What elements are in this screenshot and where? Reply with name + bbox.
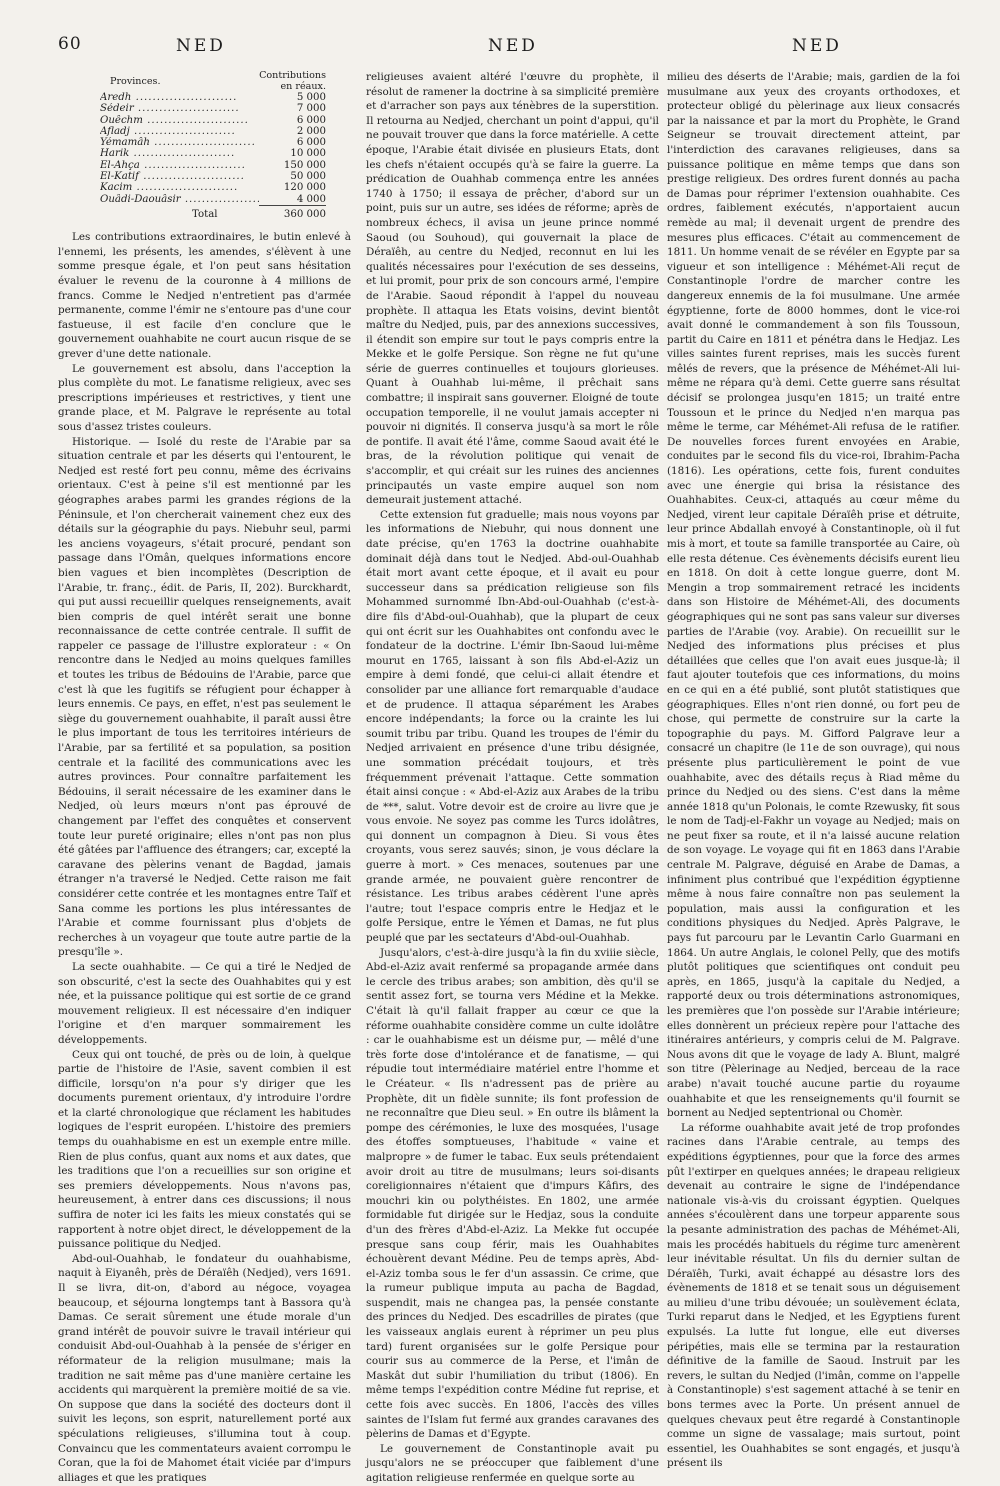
headword-right: NED	[792, 36, 842, 56]
col-header-contributions: Contributions en réaux.	[259, 70, 326, 92]
paragraph: Les contributions extraordinaires, le butin enlevé à l'ennemi, les présents, les amendes, s'élèvent à une somme presque égale, et l'on peut sans hésitation évaluer le revenu de la couronne à 4 millions de francs. Comme le Nedjed n'entretient pas d'armée permanente, comme l'émir ne s'entoure pas d'une cour fastueuse, il est facile d'en conclure que le gouvernement ouahhabite ne court aucun risque de se grever d'une dette nationale.	[58, 231, 351, 361]
table-row	[100, 115, 326, 126]
province-name: Yémamâh .....	[100, 137, 259, 148]
paragraph: Jusqu'alors, c'est-à-dire jusqu'à la fin du xviiie siècle, Abd-el-Aziz avait renfermé sa propagande armée dans le cercle des tribus arabes; son ambition, dès qu'il se sentit assez fort, se tourna vers Médine et la Mekke. C'était là qu'il fallait frapper au cœur ce que la réforme ouahhabite considère comme un culte idolâtre : car le ouahhabisme est un déisme pur, — mêlé d'une très forte dose d'intolérance et de fanatisme, — qui répudie tout intermédiaire matériel entre l'homme et le Créateur. « Ils n'adressent pas de prière au Prophète, dit un fidèle sunnite; ils font profession de ne reconnaître que Dieu seul. » En outre ils blâment la pompe des cérémonies, le luxe des mosquées, l'usage des étoffes somptueuses, l'habitude « vaine et malpropre » de fumer le tabac. Eux seuls prétendaient avoir droit au titre de musulmans; leurs soi-disants coreligionnaires n'étaient que d'impurs Kâfirs, des mouchri kin ou polythéistes. En 1802, une armée formidable fut dirigée sur le Hedjaz, sous la conduite d'un des frères d'Abd-el-Aziz. La Mekke fut occupée presque sans coup férir, mais les Ouahhabites échouèrent devant Médine. Peu de temps après, Abd-el-Aziz tomba sous le fer d'un assassin. Ce crime, que la rumeur publique imputa au pacha de Bagdad, suspendit, mais ne changea pas, la pensée constante des princes du Nedjed. Des escadrilles de pirates (que les vaisseaux anglais eurent à réprimer un peu plus tard) furent organisées sur le golfe Persique pour courir sus au commerce de la Perse, et l'imân de Maskât dut subir l'humiliation du tribut (1806). En même temps l'expédition contre Médine fut reprise, et cette fois avec succès. En 1806, l'accès des villes saintes de l'Islam fut fermé aux grandes caravanes des pèlerins de Damas et d'Egypte.	[366, 946, 659, 1441]
table-row	[100, 148, 326, 159]
total-label: Total	[192, 208, 218, 220]
table-row	[100, 137, 326, 148]
paragraph: Ceux qui ont touché, de près ou de loin, à quelque partie de l'histoire de l'Asie, savent combien il est difficile, lorsqu'on n'a pour s'y diriger que les documents purement orientaux, d'y introduire l'ordre et la clarté chronologique que réclament les habitudes logiques de l'esprit européen. L'histoire des premiers temps du ouahhabisme en est un exemple entre mille. Rien de plus confus, quant aux noms et aux dates, que les traditions que l'on a recueillies sur son origine et ses premiers développements. Nous n'avons pas, heureusement, à entrer dans ces discussions; il nous suffira de noter ici les faits les mieux constatés qui se rapportent à notre objet direct, le développement de la puissance politique du Nedjed.	[58, 1048, 351, 1251]
column-2-paragraphs	[366, 70, 659, 1486]
province-name: Aredh .....	[100, 92, 259, 103]
paragraph: milieu des déserts de l'Arabie; mais, gardien de la foi musulmane aux yeux des croyants orthodoxes, et protecteur obligé du pèlerinage aux lieux consacrés par la naissance et par la mort du Prophète, le Grand Seigneur se trouvait directement atteint, par l'interdiction des caravanes religieuses, dans sa puissance politique en même temps que dans son prestige religieux. Des ordres furent donnés au pacha de Damas pour réprimer l'extension ouahhabite. Ces ordres, faiblement exécutés, n'apportaient aucun remède au mal; il devenait urgent de prendre des mesures plus efficaces. C'était au commencement de 1811. Un homme venait de se révéler en Egypte par sa vigueur et son intelligence : Méhémet-Ali reçut de Constantinople l'ordre de marcher contre les dangereux ennemis de la foi musulmane. Une armée égyptienne, forte de 8000 hommes, dont le vice-roi avait donné le commandement à son fils Toussoun, partit du Caire en 1811 et pénétra dans le Hedjaz. Les villes saintes furent reprises, mais les succès furent mêlés de revers, que la présence de Méhémet-Ali lui-même ne répara qu'à demi. Cette guerre sans résultat décisif se prolongea jusqu'en 1815; un traité entre Toussoun et le prince du Nedjed n'en marqua pas même le terme, car Méhémet-Ali refusa de le ratifier. De nouvelles forces furent envoyées en Arabie, conduites par le second fils du vice-roi, Ibrahim-Pacha (1816). Les opérations, cette fois, furent conduites avec une énergie qui brisa la résistance des Ouahhabites. Ceux-ci, attaqués au cœur même du Nedjed, virent leur capitale Déraïêh prise et détruite, leur prince Abdallah envoyé à Constantinople, où il fut mis à mort, et toute sa famille transportée au Caire, où elle resta détenue. Ces évènements décisifs eurent lieu en 1818. On doit à cette longue guerre, dont M. Mengin a trop sommairement retracé les incidents dans son Histoire de Méhémet-Ali, des documents géographiques qui ne sont pas sans valeur sur diverses parties de l'Arabie (voy. Arabie). On recueillit sur le Nedjed des informations plus précises et plus détaillées que celles que l'on avait eues jusque-là; il faut ajouter toutefois que ces informations, du moins en ce qui en a été publié, sont plutôt statistiques que géographiques. Elles n'ont rien donné, ou fort peu de chose, qui permette de construire sur la carte la topographie du pays. M. Gifford Palgrave leur a consacré un chapitre (le 11e de son ouvrage), qui nous présente plus particulièrement le point de vue ouahhabite, avec des détails reçus à Riad même du prince du Nedjed ou des siens. C'est dans la même année 1818 qu'un Polonais, le comte Rzewusky, fit sous le nom de Tadj-el-Fakhr un voyage au Nedjed; mais on ne peut fixer sa route, et il n'a laissé aucune relation de son voyage. Le voyage qui fit en 1863 dans l'Arabie centrale M. Palgrave, déguisé en Arabe de Damas, a infiniment plus contribué que l'expédition égyptienne même à nous faire connaître non pas seulement la population, mais aussi la configuration et les conditions physiques du Nedjed. Après Palgrave, le pays fut parcouru par le Levantin Carlo Guarmani en 1864. Un autre Anglais, le colonel Pelly, que des motifs plutôt politiques que scientifiques ont conduit peu après, en 1865, jusqu'à la capitale du Nedjed, a rapporté deux ou trois déterminations astronomiques, les premières que l'on possède sur l'Arabie intérieure; elles donnèrent un précieux repère pour l'attache des itinéraires antérieurs, y compris celui de M. Palgrave. Nous avons dit que le voyage de lady A. Blunt, malgré son titre (Pèlerinage au Nedjed, berceau de la race arabe) n'avait touché aucune partie du royaume ouahhabite et que les renseignements qu'il fournit se bornent au Nedjed septentrional ou Chomèr.	[667, 71, 960, 1120]
text-column-3	[667, 70, 960, 1471]
table-row	[100, 194, 326, 206]
col-header-provinces: Provinces.	[110, 75, 161, 87]
paragraph: La secte ouahhabite. — Ce qui a tiré le Nedjed de son obscurité, c'est la secte des Ouahhabites qui y est née, et la puissance politique qui est sortie de ce grand mouvement religieux. Il est nécessaire d'en indiquer l'origine et d'en marquer sommairement les développements.	[58, 960, 351, 1046]
table-row	[100, 126, 326, 137]
column-1-paragraphs	[58, 230, 351, 1485]
paragraph: Historique. — Isolé du reste de l'Arabie par sa situation centrale et par les déserts qui l'entourent, le Nedjed est resté fort peu connu, même des écrivains orientaux. C'est à peine s'il est mentionné par les géographes arabes parmi les grandes régions de la Péninsule, et l'on chercherait vainement chez eux des détails sur la géographie du pays. Niebuhr seul, parmi les anciens voyageurs, s'était procuré, pendant son passage dans l'Omân, quelques informations encore bien vagues et bien incomplètes (Description de l'Arabie, tr. franç., édit. de Paris, II, 202). Burckhardt, qui put aussi recueillir quelques renseignements, avait bien compris de quel intérêt serait une bonne reconnaissance de cette contrée centrale. Il suffit de rappeler ce passage de l'illustre explorateur : « On rencontre dans le Nedjed au moins quelques familles et toutes les tribus de Bédouins de l'Arabie, parce que c'est là que les fugitifs se réfugient pour échapper à leurs ennemis. Ce pays, en effet, n'est pas seulement le siège du gouvernement ouahhabite, il paraît aussi être le plus important de tous les territoires intérieurs de l'Arabie, par sa fertilité et sa population, sa position centrale et la facilité des communications avec les autres provinces. Pour connaître parfaitement les Bédouins, il serait nécessaire de les examiner dans le Nedjed, où leurs mœurs n'ont pas éprouvé de changement par l'effet des conquêtes et conservent toute leur pureté originaire; elles n'ont pas non plus été gâtées par l'affluence des étrangers; car, excepté la caravane des pèlerins venant de Bagdad, jamais étranger n'a traversé le Nedjed. Cette raison me fait considérer cette contrée et les montagnes entre Taïf et Sana comme les portions les plus intéressantes de l'Arabie et comme fournissant plus d'objets de recherches à un voyageur que toute autre partie de la presqu'île ».	[58, 435, 351, 959]
contribution-value: 4 000	[296, 193, 326, 205]
total-value: 360 000	[259, 205, 326, 220]
column-3-paragraphs	[667, 70, 960, 1471]
table-row	[100, 103, 326, 114]
headword-center: NED	[488, 36, 538, 56]
table-row	[100, 92, 326, 103]
contribution-value: 120 000	[283, 182, 326, 194]
province-name: Ouâdi-Daouâsir .....	[100, 194, 259, 206]
text-column-2	[366, 70, 659, 1486]
province-name: Kacim .....	[100, 182, 259, 193]
paragraph: Abd-oul-Ouahhab, le fondateur du ouahhabisme, naquit à Eiyanêh, près de Déraïêh (Nedjed), vers 1691. Il se livra, dit-on, d'abord au négoce, voyagea beaucoup, et séjourna longtemps tant à Bassora qu'à Damas. Ce serait sûrement une étude morale d'un grand intérêt de pouvoir suivre le travail intérieur qui conduisit Abd-oul-Ouahhab à la pensée de s'ériger en réformateur de la religion musulmane; mais la tradition ne sait même pas d'une manière certaine les accidents qui marquèrent la première moitié de sa vie. On suppose que dans la société des docteurs dont il suivit les leçons, son esprit, naturellement porté aux spéculations religieuses, s'illumina tout à coup. Convaincu que les commentateurs avaient corrompu le Coran, que la foi de Mahomet était viciée par d'impurs alliages et que les pratiques	[58, 1252, 351, 1484]
paragraph: Le gouvernement de Constantinople avait pu jusqu'alors ne se préoccuper que faiblement d'une agitation religieuse renfermée en quelque sorte au	[366, 1442, 659, 1484]
province-name: Sédeir .....	[100, 103, 259, 114]
province-name: El-Katif .....	[100, 171, 259, 182]
text-column-1	[58, 70, 351, 1485]
contribution-value: 5 000	[296, 92, 326, 103]
contribution-value: 6 000	[296, 137, 326, 149]
contributions-table-block	[58, 70, 351, 220]
total-row	[100, 205, 326, 220]
paragraph: religieuses avaient altéré l'œuvre du prophète, il résolut de ramener la doctrine à sa simplicité première et d'arracher son pays aux ténèbres de la superstition. Il retourna au Nedjed, cherchant un point d'appui, qu'il ne pouvait trouver que dans la force matérielle. A cette époque, l'Arabie était divisée en plusieurs Etats, dont les chefs n'étaient occupés qu'à se faire la guerre. La prédication de Ouahhab commença entre les années 1740 à 1750; il essaya de prêcher, d'abord sur un point, puis sur un autre, ses idées de réforme; après de nombreux échecs, il avisa un jeune prince nommé Saoud (ou Souhoud), qui gouvernait la place de Déraïêh, au centre du Nedjed, reconnut en lui les qualités nécessaires pour l'exécution de ses desseins, et lui promit, pour prix de son concours armé, l'empire de l'Arabie. Saoud répondit à l'appel du nouveau prophète. Il attaqua les Etats voisins, devint bientôt maître du Nedjed, puis, par des annexions successives, il étendit son empire sur tout le pays compris entre la Mekke et le golfe Persique. Son règne ne fut qu'une série de guerres continuelles et toujours glorieuses. Quant à Ouahhab lui-même, il prêchait sans combattre; il inspirait sans gouverner. Eloigné de toute occupation temporelle, il ne voulut jamais accepter ni pouvoir ni dignités. Il conserva jusqu'à sa mort le rôle de pontife. Il avait été l'âme, comme Saoud avait été le bras, de la révolution politique qui venait de s'accomplir, et qui créait sur les ruines des anciennes principautés un vaste empire auquel son nom demeurait justement attaché.	[366, 71, 659, 507]
table-row	[100, 182, 326, 193]
paragraph: Cette extension fut graduelle; mais nous voyons par les informations de Niebuhr, qui nous donnent une date précise, qu'en 1763 la doctrine ouahhabite dominait déjà dans tout le Nedjed. Abd-oul-Ouahhab était mort avant cette époque, et il avait eu pour successeur dans sa prédication religieuse son fils Mohammed surnommé Ibn-Abd-oul-Ouahhab (c'est-à-dire fils d'Abd-oul-Ouahhab), que la plupart de ceux qui ont écrit sur les Ouahhabites ont confondu avec le fondateur de la doctrine. L'émir Ibn-Saoud lui-même mourut en 1765, laissant à son fils Abd-el-Aziz un empire à demi fondé, que celui-ci allait étendre et consolider par une alliance fort remarquable d'audace et de prudence. Il attaqua séparément les Arabes encore indépendants; la force ou la crainte les lui soumit tribu par tribu. Quand les troupes de l'émir du Nedjed arrivaient en présence d'une tribu désignée, une sommation précédait toujours, et très fréquemment prévenait l'attaque. Cette sommation était ainsi conçue : « Abd-el-Aziz aux Arabes de la tribu de ***, salut. Votre devoir est de croire au livre que je vous envoie. Ne soyez pas comme les Turcs idolâtres, qui donnent un compagnon à Dieu. Si vous êtes croyants, vous serez sauvés; sinon, je vous déclare la guerre à mort. » Ces menaces, soutenues par une grande armée, ne pouvaient guère rencontrer de résistance. Les tribus arabes cédèrent l'une après l'autre; tout l'espace compris entre le Hedjaz et le golfe Persique, entre le Yémen et Damas, ne fut plus peuplé que par les sectateurs d'Abd-oul-Ouahhab.	[366, 508, 659, 945]
province-name: Ouêchm .....	[100, 115, 259, 126]
table-row	[100, 171, 326, 182]
province-name: Harik .....	[100, 148, 259, 159]
headword-left: NED	[176, 36, 226, 56]
contribution-value: 2 000	[296, 125, 326, 137]
province-name: Afladj .....	[100, 126, 259, 137]
paragraph: La réforme ouahhabite avait jeté de trop profondes racines dans l'Arabie centrale, au temps des expéditions égyptiennes, pour que la force des armes pût l'extirper en quelques années; le drapeau religieux devenait au contraire le signe de l'indépendance nationale vis-à-vis du croissant égyptien. Quelques années s'écoulèrent dans une torpeur apparente sous la pesante administration des pachas de Méhémet-Ali, mais les procédés habituels du régime turc amenèrent leur inévitable résultat. Un fils du dernier sultan de Déraïêh, Turki, avait échappé au désastre lors des évènements de 1818 et se tenait sous un déguisement au milieu d'une tribu dévouée; un soulèvement éclata, Turki reparut dans le Nedjed, et les Egyptiens furent expulsés. La lutte fut longue, elle eut diverses péripéties, mais elle se termina par la restauration définitive de la famille de Saoud. Instruit par les revers, le sultan du Nedjed (l'imân, comme on l'appelle à Constantinople) s'est sagement attaché à se tenir en bons termes avec la Porte. Un présent annuel de quelques chevaux peut être regardé à Constantinople comme un signe de vassalage; mais surtout, point essentiel, les Ouahhabites se sont engagés, et jusqu'à présent ils	[667, 1121, 960, 1470]
contribution-value: 150 000	[283, 159, 326, 171]
contribution-value: 10 000	[290, 148, 326, 160]
province-name: El-Ahça .....	[100, 160, 259, 171]
paragraph: Le gouvernement est absolu, dans l'acception la plus complète du mot. Le fanatisme religieux, avec ses prescriptions impérieuses et restrictives, y tient une grande place, et M. Palgrave le représente au total sous d'assez tristes couleurs.	[58, 362, 351, 433]
contributions-table	[100, 70, 326, 220]
page-number: 60	[58, 34, 82, 54]
contribution-value: 7 000	[296, 103, 326, 115]
contribution-value: 50 000	[290, 171, 326, 183]
table-row	[100, 160, 326, 171]
contribution-value: 6 000	[296, 114, 326, 126]
